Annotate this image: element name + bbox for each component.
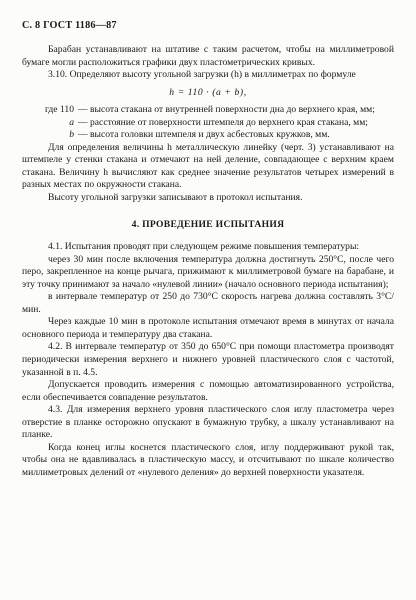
formula: h = 110 · (a + b), (169, 86, 247, 98)
paragraph: Через каждые 10 мин в протоколе испытания отмечают время в минутах от начала основного периода и температуру два стакана. (22, 316, 394, 340)
paragraph: 3.10. Определяют высоту угольной загрузки (h) в миллиметрах по формуле (48, 69, 356, 81)
paragraph: 4.1. Испытания проводят при следующем режиме повышения температуры: (48, 241, 360, 253)
paragraph: через 30 мин после включения температура должна достигнуть 250°С, после чего перо, закрепленное на конце рычага, прижимают к миллиметровой бумаге на барабане, и эту точку принимают за начало «нулевой линии» (начало основного периода испытания); (22, 253, 394, 290)
definition-symbol: b (69, 129, 74, 141)
paragraph: Высоту угольной загрузки записывают в протокол испытания. (48, 192, 303, 204)
paragraph: Для определения величины h металлическую линейку (черт. 3) устанавливают на штемпеле у стенки стакана и отмечают на ней деление, совпадающее с верхним краем стакана. Величину h вычисляют как среднее значение результатов четырех измерений в разных местах по окружности стакана. (22, 141, 394, 191)
definition-prefix: где 110 (44, 104, 74, 116)
definition-dash: — (78, 129, 88, 141)
definition-text: высота стакана от внутренней поверхности дна до верхнего края, мм; (90, 104, 375, 116)
paragraph: 4.2. В интервале температур от 350 до 650°С при помощи пластометра производят периодически измерения верхнего и нижнего уровней пластического слоя с частотой, указанной в п. 4.5. (22, 341, 394, 378)
definition-symbol: a (69, 116, 74, 128)
paragraph: Барабан устанавливают на штативе с таким расчетом, чтобы на миллиметровой бумаге могли расположиться графики двух пластометрических кривых. (22, 44, 394, 68)
page-header: С. 8 ГОСТ 1186—87 (22, 20, 117, 31)
definition-text: высота головки штемпеля и двух асбестовых кружков, мм. (90, 129, 330, 141)
paragraph: Когда конец иглы коснется пластического слоя, иглу поддерживают рукой так, чтобы она не вдавливалась в пластическую массу, и отсчитывают по шкале количество миллиметровых делений от «нулевого деления» до верхней поверхности указателя. (22, 441, 394, 478)
definition-dash: — (78, 104, 88, 116)
definition-row (22, 129, 394, 142)
paragraph: 4.3. Для измерения верхнего уровня пластического слоя иглу пластометра через отверстие в планке осторожно опускают в бумажную трубку, а шкалу устанавливают на планке. (22, 404, 394, 441)
section-heading: 4. ПРОВЕДЕНИЕ ИСПЫТАНИЯ (131, 218, 285, 230)
paragraph: Допускается проводить измерения с помощью автоматизированного устройства, если обеспечивается совпадение результатов. (22, 379, 394, 403)
definition-text: расстояние от поверхности штемпеля до верхнего края стакана, мм; (90, 116, 368, 128)
document-body (22, 44, 394, 480)
definition-row (22, 117, 394, 130)
definition-dash: — (78, 116, 88, 128)
definition-row (22, 104, 394, 117)
paragraph: в интервале температур от 250 до 730°С скорость нагрева должна составлять 3°С/мин. (22, 291, 394, 315)
